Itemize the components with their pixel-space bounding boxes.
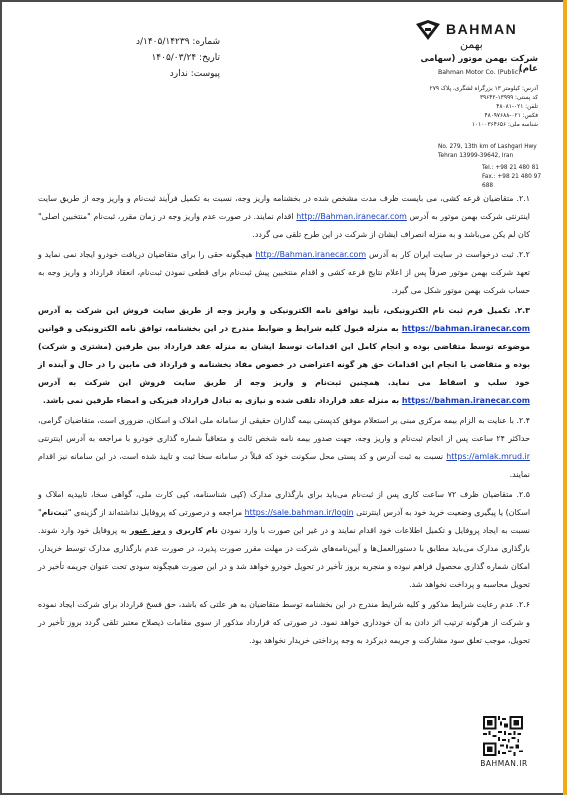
clause-2-3: ۲.۳. تکمیل فرم ثبت نام الکترونیکی، تأیید توافق نامه الکترونیکی و واریز وجه از طریق سایت فروش این شرکت به آدرس https://bahman.iranecar.com به منزله قبول کلیه شرایط و ضوابط مندرج در این بخشنامه، توافق نامه الکترونیکی و قوانین موضوعه توسط متقاضی بوده و انجام کامل این اقدامات توسط ایشان به منزله عقد قرارداد بین طرفین (مشتری و شرکت) بوده و متقاضی با انجام این اقدامات حق هر گونه اعتراضی در خصوص مفاد بخشنامه و قرارداد فی مابین را در حال و آینده از خود سلب و اسقاط می نماید. همچنین ثبت‌نام و واریز وجه از طریق سایت فروش این شرکت به آدرس https://bahman.iranecar.com به منزله عقد قرارداد تلقی شده و نیازی به تبادل قرارداد فیزیکی و امضاء طرفین نمی باشد. <box>38 306 531 405</box>
company-name-fa: شرکت بهمن موتور (سهامی عام) <box>420 54 538 74</box>
national-id: شناسه ملی: ۱۰۱۰۰۳۶۴۶۵۶ <box>471 122 538 128</box>
iranecar-link[interactable]: http://Bahman.iranecar.com <box>255 250 367 259</box>
brand-accent-bar <box>563 0 567 795</box>
iranecar-link[interactable]: https://bahman.iranecar.com <box>401 396 530 405</box>
amlak-link[interactable]: https://amlak.mrud.ir <box>446 452 530 461</box>
clause-2-4: ۲.۴. با عنایت به الزام بیمه مرکزی مبنی بر استعلام موفق کدپستی بیمه گذاران حقیقی از سامانه ملی املاک و اسکان، ضروری است، متقاضیان گرامی، حداکثر ۲۴ ساعت پس از انجام ثبت‌نام و واریز وجه، جهت صدور بیمه نامه شخص ثالث و متعاقباً شماره گذاری خودرو با مراجعه به آدرس اینترنتی https://amlak.mrud.ir نسبت به ثبت آدرس و کد پستی محل سکونت خود که قبلاً در سامانه سخا ثبت و تایید شده است، در این سامانه نیز اقدام نمایند. <box>38 416 530 479</box>
iranecar-link[interactable]: http://Bahman.iranecar.com <box>296 212 407 221</box>
clause-2-1: ۲.۱. متقاضیان قرعه کشی، می بایست ظرف مدت مشخص شده در بخشنامه واریز وجه، نسبت به تکمیل فرآیند ثبت‌نام و واریز وجه از طریق سایت اینترنتی شرکت بهمن موتور به آدرس http://Bahman.iranecar.com اقدام نمایند. در صورت عدم واریز وجه در زمان مقرر، ثبت‌نام "منتخبین اصلی" کان لم یکن می‌باشد و به منزله انصراف ایشان از شرکت در این طرح تلقی می گردد. <box>38 194 530 239</box>
letter-date: تاریخ: ۱۴۰۵/۰۳/۲۴ <box>151 53 220 63</box>
letter-attachment: پیوست: ندارد <box>169 69 220 79</box>
address-block-fa <box>429 85 538 130</box>
address-en-line2: Tehran 13999-39642, Iran <box>438 152 514 159</box>
sale-login-link[interactable]: https://sale.bahman.ir/login <box>244 508 354 517</box>
iranecar-link[interactable]: https://bahman.iranecar.com <box>401 324 531 333</box>
footer-website: BAHMAN.IR <box>480 759 528 768</box>
postal-code: کد پستی: ۱۳۹۹۹-۳۹۶۴۲ <box>479 95 538 101</box>
qr-code-icon <box>483 716 523 756</box>
svg-text:بهمن: بهمن <box>460 38 483 51</box>
fax-fa: فکس: ۰۲۱-۴۸۰۹۷۶۸۸ <box>484 113 538 119</box>
address-block-en <box>438 143 538 160</box>
address-en-line1: No. 279, 13th km of Lashgari Hwy <box>438 144 537 150</box>
phone-en: Tel.: +98 21 480 81 <box>482 165 539 171</box>
clause-2-2: ۲.۲. ثبت درخواست در سایت ایران کار به آدرس http://Bahman.iranecar.com هیچگونه حقی را برای متقاضیان دریافت خودرو ایجاد نمی نماید و تعهد شرکت بهمن موتور صرفاً پس از اعلام نتایج قرعه کشی و اقدام منتخبین پیش ثبت‌نام برای قطعی نمودن ثبت‌نام، انعقاد قرارداد و واریز وجه به حساب شرکت بهمن موتور شکل می گیرد. <box>38 250 531 295</box>
letter-body <box>38 190 530 652</box>
letter-number: شماره: ۱۴۰۵/۱۴۲۳۹/د <box>135 37 220 47</box>
contact-block-en <box>482 164 542 191</box>
page-border-top <box>0 0 567 2</box>
letter-meta <box>80 34 220 82</box>
svg-text:BAHMAN: BAHMAN <box>446 21 518 37</box>
fax-en: Fax.: +98 21 480 97 688 <box>482 174 542 189</box>
company-name-en: Bahman Motor Co. (Public) <box>438 69 521 76</box>
clause-2-6: ۲.۶. عدم رعایت شرایط مذکور و کلیه شرایط مندرج در این بخشنامه توسط متقاضیان به هر علتی که باشد، حق فسخ قرارداد برای شرکت ایجاد نموده و شرکت از هرگونه ترتیب اثر دادن به آن خودداری خواهد نمود. در صورتی که قرارداد مذکور از سوی مقامات ذیصلاح معتبر تلقی گردد بروز تأخیر در تحویل، موجب تعلق سود مشارکت و جریمه دیرکرد به وجه پرداختی خریدار نخواهد بود. <box>38 600 530 645</box>
clause-2-5: ۲.۵. متقاضیان ظرف ۷۲ ساعت کاری پس از ثبت‌نام می‌باید برای بارگذاری مدارک (کپی شناسنامه، کپی کارت ملی، گواهی سخا، تاییدیه املاک و اسکان) یا پیگیری وضعیت خرید خود به آدرس اینترنتی https://sale.bahman.ir/login مراجعه و درصورتی که پروفایل نداشته‌اند از گزینه‌ی "ثبت‌نام" نسبت به ایجاد پروفایل و تکمیل اطلاعات خود اقدام نمایند و در غیر این صورت با وارد نمودن نام کاربری و رمز عبور به پروفایل خود وارد شوند. بارگذاری مدارک می‌باید مطابق با دستورالعمل‌ها و آیین‌نامه‌های شرکت در مهلت مقرر صورت پذیرد، در صورت عدم بارگذاری مدارک توسط خریدار، امکان شماره گذاری محصول فراهم نبوده و منجربه بروز تأخیر در تحویل خودرو خواهد شد و در این صورت هیچگونه سودی تحت عنوان جریمه تأخیر در تحویل محاسبه و پرداخت نخواهد شد. <box>38 490 531 589</box>
address-line: آدرس: کیلومتر ۱۳ بزرگراه لشگری، پلاک ۲۷۹ <box>429 86 538 92</box>
page-border-left <box>0 0 2 795</box>
bahman-emblem-icon <box>416 20 440 40</box>
phone-fa: تلفن: ۰۲۱-۴۸۰۸۱ <box>496 104 538 110</box>
